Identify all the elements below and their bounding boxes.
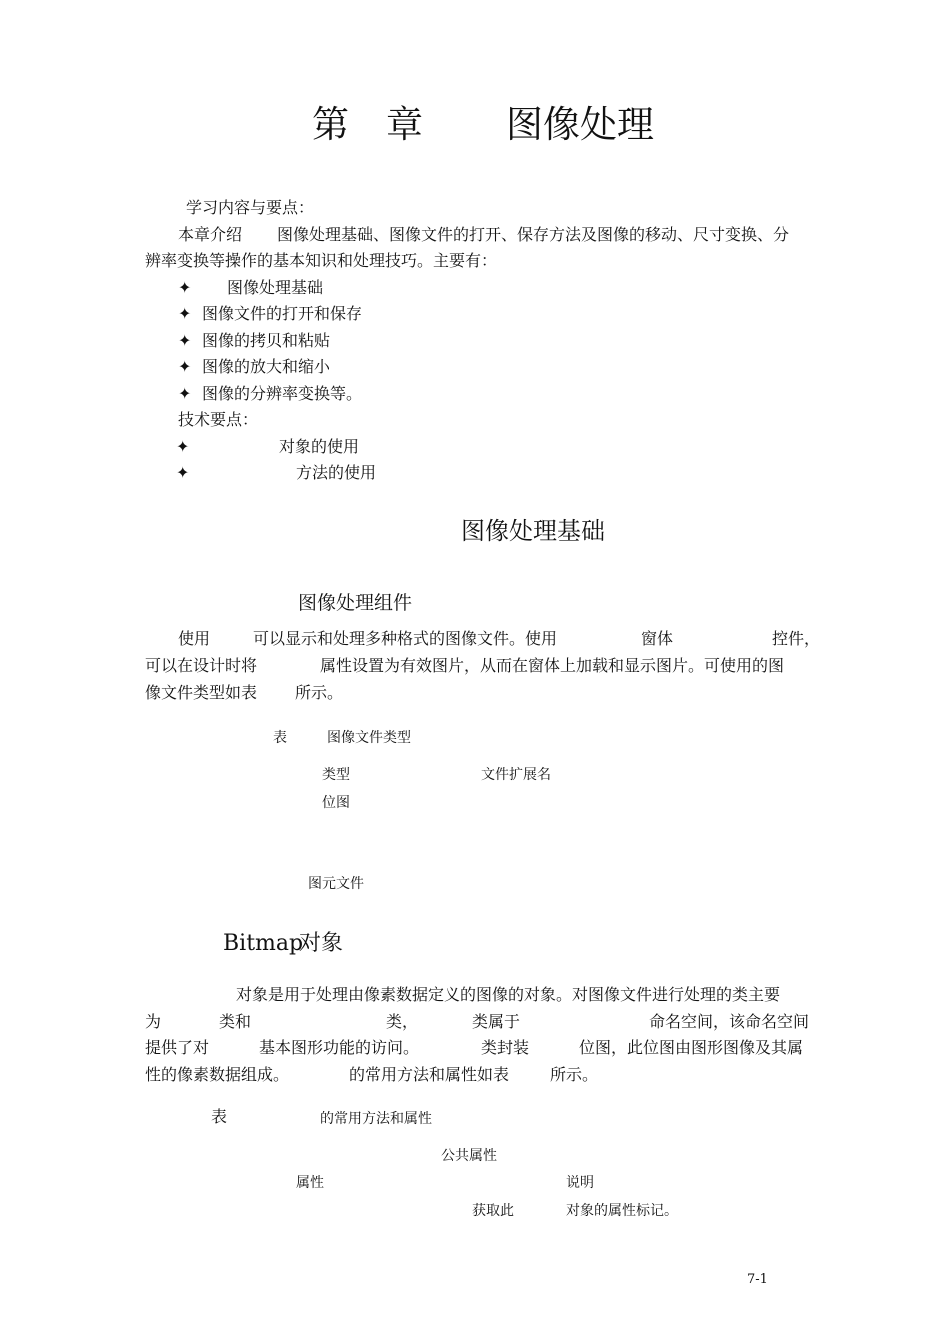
table-caption: 图像文件类型: [327, 730, 411, 746]
paragraph-text: 基本图形功能的访问。: [259, 1038, 420, 1057]
list-item: 图像文件的打开和保存: [202, 304, 363, 323]
subsection-title: 图像处理组件: [298, 592, 413, 614]
table-group-header: 公共属性: [441, 1148, 497, 1164]
table-cell: 对象的属性标记。: [566, 1203, 678, 1219]
table-header-property: 属性: [296, 1175, 324, 1191]
list-item: 图像的拷贝和粘贴: [202, 331, 331, 350]
table-cell: 图元文件: [308, 876, 364, 892]
paragraph-text: 类属于: [472, 1012, 521, 1031]
paragraph-text: 类和: [219, 1012, 252, 1031]
subsection-title-cn: 对象: [299, 931, 344, 956]
paragraph-text: 控件，: [772, 629, 821, 648]
bullet-icon: ✦: [176, 463, 190, 482]
paragraph-text: 类，: [386, 1012, 419, 1031]
table-header-description: 说明: [566, 1175, 594, 1191]
bullet-icon: ✦: [176, 437, 190, 456]
intro-para-start: 本章介绍: [178, 225, 243, 244]
table-caption: 的常用方法和属性: [320, 1111, 432, 1127]
bullet-icon: ✦: [178, 384, 192, 403]
paragraph-text: 可以显示和处理多种格式的图像文件。使用: [253, 629, 558, 648]
table-label: 表: [273, 730, 287, 746]
paragraph-text: 窗体: [641, 629, 674, 648]
table-cell: 获取此: [472, 1203, 514, 1219]
list-item: 图像的分辨率变换等。: [202, 384, 363, 403]
list-item: 图像的放大和缩小: [202, 357, 331, 376]
paragraph-text: 性的像素数据组成。: [145, 1065, 290, 1084]
paragraph-text: 类封装: [481, 1038, 530, 1057]
table-header-type: 类型: [322, 767, 350, 783]
paragraph-text: 的常用方法和属性如表: [349, 1065, 510, 1084]
paragraph-text: 可以在设计时将: [145, 656, 258, 675]
bullet-icon: ✦: [178, 304, 192, 323]
chapter-title-text: 图像处理: [506, 103, 654, 146]
intro-heading: 学习内容与要点：: [186, 198, 315, 217]
bullet-icon: ✦: [178, 357, 192, 376]
paragraph-text: 提供了对: [145, 1038, 210, 1057]
table-header-extension: 文件扩展名: [481, 767, 551, 783]
intro-para-line1: 图像处理基础、图像文件的打开、保存方法及图像的移动、尺寸变换、分: [277, 225, 790, 244]
paragraph-text: 像文件类型如表: [145, 683, 258, 702]
paragraph-text: 命名空间，该命名空间: [649, 1012, 810, 1031]
paragraph-text: 所示。: [550, 1065, 599, 1084]
paragraph-text: 位图，此位图由图形图像及其属: [579, 1038, 804, 1057]
bullet-icon: ✦: [178, 331, 192, 350]
tech-item: 方法的使用: [296, 463, 377, 482]
list-item: 图像处理基础: [227, 278, 324, 297]
subsection-title-en: Bitmap: [223, 931, 304, 956]
paragraph-text: 对象是用于处理由像素数据定义的图像的对象。对图像文件进行处理的类主要: [236, 985, 781, 1004]
chapter-title-number: 第 章: [312, 103, 423, 146]
intro-para-line2: 辨率变换等操作的基本知识和处理技巧。主要有：: [145, 251, 498, 270]
paragraph-text: 使用: [178, 629, 211, 648]
bullet-icon: ✦: [178, 278, 192, 297]
tech-item: 对象的使用: [279, 437, 360, 456]
paragraph-text: 属性设置为有效图片，从而在窗体上加载和显示图片。可使用的图: [320, 656, 785, 675]
page-number: 7-1: [747, 1272, 768, 1287]
table-label: 表: [211, 1107, 228, 1126]
paragraph-text: 为: [145, 1012, 162, 1031]
paragraph-text: 所示。: [295, 683, 344, 702]
tech-heading: 技术要点：: [178, 410, 259, 429]
section-title: 图像处理基础: [461, 517, 605, 545]
table-cell: 位图: [322, 795, 350, 811]
